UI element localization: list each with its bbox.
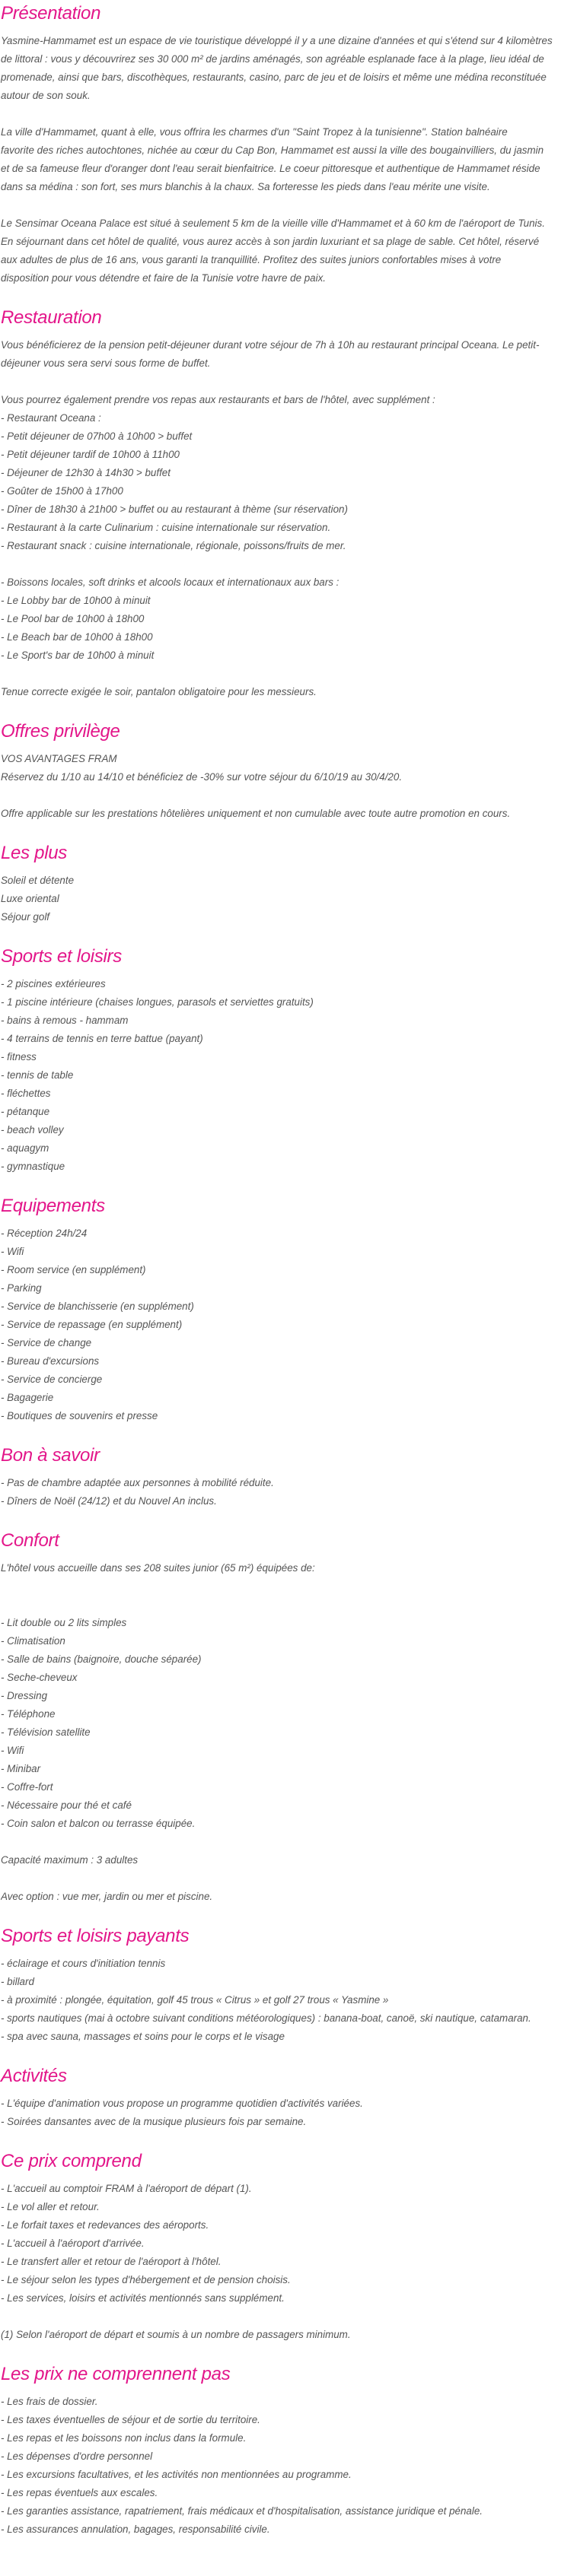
section-presentation [1, 0, 570, 287]
list-item: - Les frais de dossier. [1, 2396, 98, 2407]
list-item: - Les excursions facultatives, et les activités non mentionnées au programme. [1, 2469, 352, 2480]
list-item: - L'accueil à l'aéroport d'arrivée. [1, 2238, 145, 2249]
text-line: VOS AVANTAGES FRAM [1, 753, 117, 764]
text-line: Vous pourrez également prendre vos repas aux restaurants et bars de l'hôtel, avec supplément : [1, 394, 435, 405]
list-item: - Salle de bains (baignoire, douche séparée) [1, 1653, 202, 1665]
list-item: - L'accueil au comptoir FRAM à l'aéroport de départ (1). [1, 2183, 252, 2194]
section-sports [1, 943, 570, 1176]
section-ne-comprennent [1, 2361, 570, 2539]
paragraph [1, 872, 570, 926]
section-restauration [1, 304, 570, 701]
text-line: Offre applicable sur les prestations hôtelières uniquement et non cumulable avec toute autre promotion en cours. [1, 808, 511, 819]
list-item: - 2 piscines extérieures [1, 978, 106, 989]
text-line: L'hôtel vous accueille dans ses 208 suites junior (65 m²) équipées de: [1, 1562, 315, 1574]
list-item: - Petit déjeuner tardif de 10h00 à 11h00 [1, 449, 180, 460]
section-equipements [1, 1193, 570, 1425]
list-item: - Dîner de 18h30 à 21h00 > buffet ou au restaurant à thème (sur réservation) [1, 503, 348, 515]
paragraph [1, 214, 570, 287]
list-item: - à proximité : plongée, équitation, golf 45 trous « Citrus » et golf 27 trous « Yasmine » [1, 1994, 389, 2006]
paragraph [1, 2393, 570, 2539]
paragraph [1, 2326, 570, 2344]
text-line: Capacité maximum : 3 adultes [1, 1854, 139, 1866]
text-line: (1) Selon l'aéroport de départ et soumis à un nombre de passagers minimum. [1, 2329, 351, 2340]
list-item: - Coffre-fort [1, 1781, 53, 1793]
list-item: - Petit déjeuner de 07h00 à 10h00 > buffet [1, 430, 193, 442]
list-item: - beach volley [1, 1124, 64, 1136]
section-title: Les plus [1, 843, 67, 863]
list-item: - Les taxes éventuelles de séjour et de sortie du territoire. [1, 2414, 260, 2425]
list-item: - Soirées dansantes avec de la musique plusieurs fois par semaine. [1, 2116, 307, 2127]
list-item: - Room service (en supplément) [1, 1264, 146, 1275]
list-item: - pétanque [1, 1106, 50, 1117]
text-line: Vous bénéficierez de la pension petit-déjeuner durant votre séjour de 7h à 10h au restaurant principal Oceana. Le petit- [1, 339, 540, 351]
text-line: aux adultes de plus de 16 ans, vous garanti la tranquillité. Profitez des suites juniors confortables mises à votre [1, 254, 502, 265]
section-title: Offres privilège [1, 721, 120, 742]
section-title: Présentation [1, 3, 101, 24]
list-item: - Nécessaire pour thé et café [1, 1799, 132, 1811]
list-item: - Les services, loisirs et activités mentionnés sans supplément. [1, 2292, 285, 2304]
list-item: - fitness [1, 1051, 37, 1062]
text-line: de littoral : vous y découvrirez ses 30 000 m² de jardins aménagés, son agréable esplanade face à la plage, lieu idéal de [1, 53, 544, 65]
list-item: - Service de blanchisserie (en supplément) [1, 1301, 194, 1312]
list-item: - Les dépenses d'ordre personnel [1, 2451, 153, 2462]
paragraph [1, 805, 570, 823]
list-item: - spa avec sauna, massages et soins pour le corps et le visage [1, 2031, 285, 2042]
list-item: - Restaurant Oceana : [1, 412, 101, 424]
paragraph [1, 123, 570, 196]
list-item: - Le Pool bar de 10h00 à 18h00 [1, 613, 145, 624]
list-item: - Déjeuner de 12h30 à 14h30 > buffet [1, 467, 171, 478]
list-item: - Lit double ou 2 lits simples [1, 1617, 127, 1628]
text-line: En séjournant dans cet hôtel de qualité, vous aurez accès à son jardin luxuriant et sa plage de sable. Cet hôtel, réservé [1, 236, 540, 247]
section-title: Bon à savoir [1, 1445, 100, 1466]
section-confort [1, 1527, 570, 1906]
list-item: - 4 terrains de tennis en terre battue (payant) [1, 1033, 203, 1044]
text-line: autour de son souk. [1, 90, 91, 101]
text-line: Le Sensimar Oceana Palace est situé à seulement 5 km de la vieille ville d'Hammamet et à 60 km de l'aéroport de Tunis. [1, 218, 545, 229]
text-line: et de sa fameuse fleur d'oranger dont l'eau serait bienfaitrice. Le coeur pittoresque et authentique de Hammamet réside [1, 163, 540, 174]
list-item: - Pas de chambre adaptée aux personnes à mobilité réduite. [1, 1477, 274, 1488]
text-line: disposition pour vous détendre et faire de la Tunisie votre havre de paix. [1, 272, 327, 284]
section-sports-payants [1, 1923, 570, 2046]
paragraph [1, 1474, 570, 1510]
list-item: - Coin salon et balcon ou terrasse équipée. [1, 1818, 196, 1829]
list-item: - Le forfait taxes et redevances des aéroports. [1, 2219, 209, 2231]
section-activites [1, 2063, 570, 2131]
list-item: - Le Beach bar de 10h00 à 18h00 [1, 631, 153, 643]
paragraph [1, 1888, 570, 1906]
list-item: - Le transfert aller et retour de l'aéroport à l'hôtel. [1, 2256, 222, 2267]
text-line: favorite des riches autochtones, nichée au cœur du Cap Bon, Hammamet est aussi la ville des bougainvilliers, du jasmin [1, 145, 544, 156]
section-title: Sports et loisirs payants [1, 1926, 190, 1946]
list-item: - Bureau d'excursions [1, 1355, 100, 1367]
text-line: promenade, ainsi que bars, discothèques, restaurants, casino, parc de jeu et de loisirs et même une médina reconstituée [1, 71, 547, 83]
section-offres [1, 718, 570, 823]
list-item: - gymnastique [1, 1161, 65, 1172]
list-item: - Le vol aller et retour. [1, 2201, 100, 2212]
text-line: dans sa médina : son fort, ses murs blanchis à la chaux. Sa forteresse les pieds dans l'eau mérite une visite. [1, 181, 490, 192]
list-item: - Climatisation [1, 1635, 65, 1647]
list-item: - Goûter de 15h00 à 17h00 [1, 485, 123, 497]
list-item: - Bagagerie [1, 1392, 54, 1403]
paragraph [1, 1851, 570, 1869]
list-item: - billard [1, 1976, 34, 1987]
text-line: Séjour golf [1, 911, 50, 923]
list-item: - Le séjour selon les types d'hébergement et de pension choisis. [1, 2274, 291, 2285]
list-item: - Téléphone [1, 1708, 56, 1720]
paragraph [1, 391, 570, 555]
paragraph [1, 2180, 570, 2308]
list-item: - Boissons locales, soft drinks et alcools locaux et internationaux aux bars : [1, 577, 340, 588]
list-item: - aquagym [1, 1142, 49, 1154]
section-title: Sports et loisirs [1, 946, 122, 967]
list-item: - Télévision satellite [1, 1726, 91, 1738]
list-item: - Service de change [1, 1337, 92, 1348]
text-line: Yasmine-Hammamet est un espace de vie touristique développé il y a une dizaine d'années et qui s'étend sur 4 kilomètres [1, 35, 553, 46]
section-title: Restauration [1, 307, 102, 328]
list-item: - Le Lobby bar de 10h00 à minuit [1, 595, 151, 606]
text-line: Réservez du 1/10 au 14/10 et bénéficiez de -30% sur votre séjour du 6/10/19 au 30/4/20. [1, 771, 403, 783]
list-item: - Restaurant snack : cuisine internationale, régionale, poissons/fruits de mer. [1, 540, 346, 551]
paragraph [1, 32, 570, 105]
paragraph [1, 573, 570, 665]
list-item: - Wifi [1, 1246, 24, 1257]
list-item: - bains à remous - hammam [1, 1015, 129, 1026]
section-title: Les prix ne comprennent pas [1, 2364, 231, 2384]
section-title: Activités [1, 2066, 67, 2086]
list-item: - Le Sport's bar de 10h00 à minuit [1, 650, 155, 661]
list-item: - Restaurant à la carte Culinarium : cuisine internationale sur réservation. [1, 522, 331, 533]
section-title: Equipements [1, 1196, 105, 1216]
list-item: - Wifi [1, 1745, 24, 1756]
section-savoir [1, 1442, 570, 1510]
list-item: - 1 piscine intérieure (chaises longues, parasols et serviettes gratuits) [1, 996, 314, 1008]
list-item: - sports nautiques (mai à octobre suivant conditions météorologiques) : banana-boat, canoë, ski nautique, catamaran. [1, 2012, 531, 2024]
section-title: Confort [1, 1530, 59, 1551]
list-item: - Les repas et les boissons non inclus dans la formule. [1, 2432, 247, 2444]
section-title: Ce prix comprend [1, 2151, 142, 2171]
text-line: La ville d'Hammamet, quant à elle, vous offrira les charmes d'un "Saint Tropez à la tunisienne". Station balnéaire [1, 126, 508, 138]
paragraph [1, 683, 570, 701]
list-item: - fléchettes [1, 1088, 51, 1099]
text-line: Soleil et détente [1, 875, 75, 886]
list-item: - Minibar [1, 1763, 41, 1774]
list-item: - Service de repassage (en supplément) [1, 1319, 183, 1330]
section-plus [1, 840, 570, 926]
paragraph [1, 1614, 570, 1833]
list-item: - Les assurances annulation, bagages, responsabilité civile. [1, 2524, 270, 2535]
paragraph [1, 975, 570, 1176]
list-item: - Dressing [1, 1690, 48, 1701]
list-item: - L'équipe d'animation vous propose un programme quotidien d'activités variées. [1, 2098, 363, 2109]
text-line: Avec option : vue mer, jardin ou mer et piscine. [1, 1891, 213, 1902]
list-item: - Dîners de Noël (24/12) et du Nouvel An inclus. [1, 1495, 217, 1507]
paragraph [1, 336, 570, 373]
list-item: - Boutiques de souvenirs et presse [1, 1410, 158, 1421]
list-item: - Les garanties assistance, rapatriement, frais médicaux et d'hospitalisation, assistance juridique et pénale. [1, 2505, 483, 2517]
list-item: - Parking [1, 1282, 42, 1294]
list-item: - Seche-cheveux [1, 1672, 78, 1683]
paragraph [1, 1559, 570, 1577]
paragraph [1, 2095, 570, 2131]
text-line: Tenue correcte exigée le soir, pantalon obligatoire pour les messieurs. [1, 686, 317, 697]
list-item: - éclairage et cours d'initiation tennis [1, 1958, 166, 1969]
section-comprend [1, 2148, 570, 2344]
text-line: déjeuner vous sera servi sous forme de buffet. [1, 357, 211, 369]
list-item: - Service de concierge [1, 1374, 103, 1385]
list-item: - Les repas éventuels aux escales. [1, 2487, 158, 2498]
paragraph [1, 1955, 570, 2046]
text-line: Luxe oriental [1, 893, 59, 904]
list-item: - Réception 24h/24 [1, 1228, 88, 1239]
list-item: - tennis de table [1, 1069, 74, 1081]
paragraph [1, 750, 570, 786]
paragraph [1, 1224, 570, 1425]
